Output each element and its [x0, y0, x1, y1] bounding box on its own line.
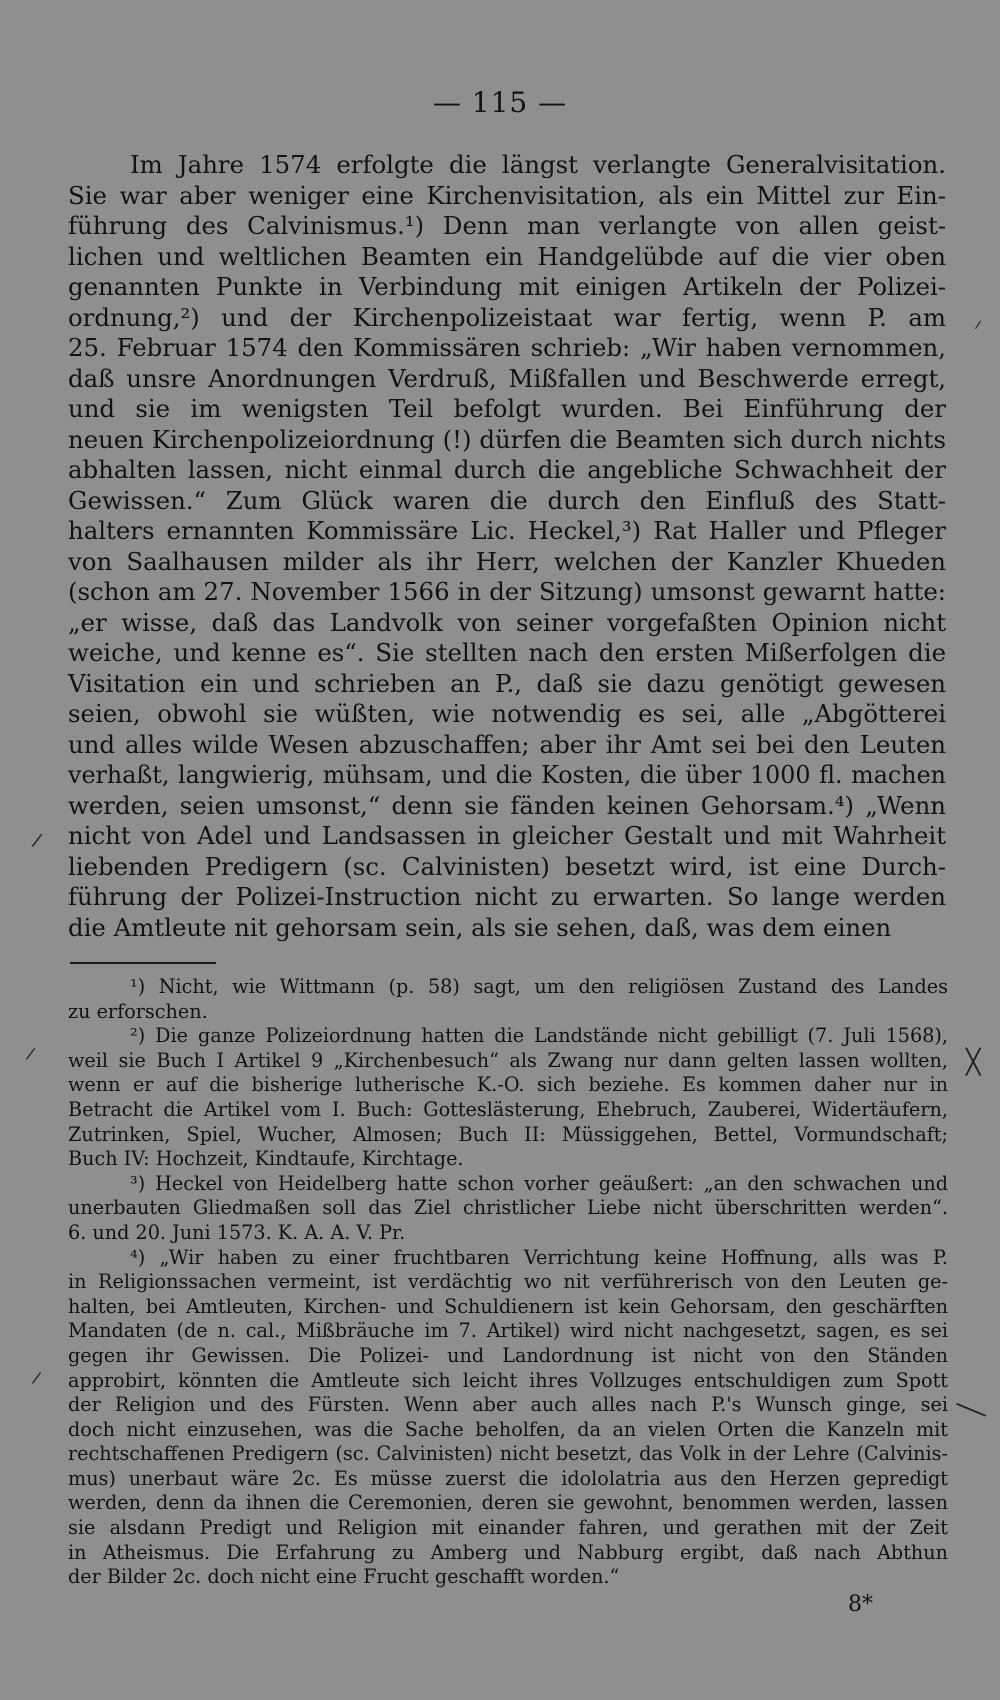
body-line: halters ernannten Kommissäre Lic. Heckel,³) Rat Haller und Pfleger — [68, 516, 946, 545]
body-line: neuen Kirchenpolizeiordnung (!) dürfen die Beamten sich durch nichts — [68, 424, 946, 454]
body-line: liebenden Predigern (sc. Calvinisten) besetzt wird, ist eine Durch- — [68, 851, 946, 881]
footnote-line: gegen ihr Gewissen. Die Polizei- und Landordnung ist nicht von den Ständen — [68, 1343, 948, 1367]
footnote-line: rechtschaffenen Predigern (sc. Calvinisten) nicht besetzt, das Volk in der Lehre (Calvinis- — [68, 1442, 948, 1466]
footnote-line: ³) Heckel von Heidelberg hatte schon vorher geäußert: „an den schwachen und — [130, 1171, 948, 1195]
body-line: Visitation ein und schrieben an P., daß sie dazu genötigt gewesen — [68, 668, 946, 698]
page-number: — 115 — — [432, 86, 568, 119]
margin-mark-tick: / — [30, 829, 44, 852]
body-line: verhaßt, langwierig, mühsam, und die Kosten, die über 1000 fl. machen — [68, 761, 946, 789]
body-line: (schon am 27. November 1566 in der Sitzung) umsonst gewarnt hatte: — [68, 577, 946, 606]
footnote-line: doch nicht einzusehen, was die Sache beholfen, da an vielen Orten die Kanzeln mit — [68, 1417, 948, 1441]
margin-mark-slash: ╲ — [956, 1394, 986, 1426]
footnote-line: weil sie Buch I Artikel 9 „Kirchenbesuch“ als Zwang nur dann gelten lassen wollten, — [68, 1048, 948, 1072]
footnote-line: ¹) Nicht, wie Wittmann (p. 58) sagt, um den religiösen Zustand des Landes — [130, 975, 948, 998]
footnote-line: approbirt, könnten die Amtleute sich leicht ihres Vollzuges entschuldigen zum Spott — [68, 1368, 948, 1392]
footnote-line: mus) unerbaut wäre 2c. Es müsse zuerst die idololatria aus den Herzen gepredigt — [68, 1466, 948, 1490]
footnote-line: zu erforschen. — [68, 999, 208, 1023]
footnotes — [68, 975, 948, 1590]
body-line: „er wisse, daß das Landvolk von seiner vorgefaßten Opinion nicht — [68, 607, 946, 637]
body-line: genannten Punkte in Verbindung mit einigen Artikeln der Polizei- — [68, 272, 946, 301]
body-line: 25. Februar 1574 den Kommissären schrieb: „Wir haben vernommen, — [68, 333, 946, 362]
margin-mark-cross: ╳ — [966, 1048, 981, 1076]
margin-mark-tick: / — [24, 1043, 37, 1064]
footnote-line: in Religionssachen vermeint, ist verdächtig wo nit verführerisch von den Leuten ge- — [68, 1270, 948, 1294]
signature-mark: 8* — [848, 1592, 873, 1617]
footnote-line: Buch IV: Hochzeit, Kindtaufe, Kirchtage. — [68, 1147, 464, 1171]
body-line: und sie im wenigsten Teil befolgt wurden. Bei Einführung der — [68, 394, 946, 423]
body-line: daß unsre Anordnungen Verdruß, Mißfallen und Beschwerde erregt, — [68, 363, 946, 393]
body-line: Gewissen.“ Zum Glück waren die durch den Einfluß des Statt- — [68, 485, 946, 515]
body-line: und alles wilde Wesen abzuschaffen; aber ihr Amt sei bei den Leuten — [68, 729, 946, 759]
footnote-line: ⁴) „Wir haben zu einer fruchtbaren Verrichtung keine Hoffnung, alls was P. — [130, 1245, 948, 1269]
body-line: führung des Calvinismus.¹) Denn man verlangte von allen geist- — [68, 211, 946, 240]
footnote-line: 6. und 20. Juni 1573. K. A. A. V. Pr. — [68, 1220, 406, 1244]
footnote-line: Mandaten (de n. cal., Mißbräuche im 7. Artikel) wird nicht nachgesetzt, sagen, es sei — [68, 1319, 948, 1343]
margin-mark-tick: / — [30, 1367, 43, 1388]
footnote-line: ²) Die ganze Polizeiordnung hatten die Landstände nicht gebilligt (7. Juli 1568), — [130, 1024, 948, 1048]
footnote-line: in Atheismus. Die Erfahrung zu Amberg und Nabburg ergibt, daß nach Abthun — [68, 1540, 948, 1564]
body-line: Im Jahre 1574 erfolgte die längst verlangte Generalvisitation. — [130, 150, 946, 179]
footnote-line: werden, denn da ihnen die Ceremonien, deren sie gewohnt, benommen werden, lassen — [68, 1491, 948, 1515]
footnote-line: halten, bei Amtleuten, Kirchen- und Schuldienern ist kein Gehorsam, den geschärften — [68, 1294, 948, 1318]
body-line: von Saalhausen milder als ihr Herr, welchen der Kanzler Khueden — [68, 546, 946, 576]
body-line: seien, obwohl sie wüßten, wie notwendig es sei, alle „Abgötterei — [68, 699, 946, 728]
body-line: die Amtleute nit gehorsam sein, als sie sehen, daß, was dem einen — [68, 912, 892, 942]
footnote-line: Zutrinken, Spiel, Wucher, Almosen; Buch II: Müssiggehen, Bettel, Vormundschaft; — [68, 1122, 948, 1146]
body-line: ordnung,²) und der Kirchenpolizeistaat war fertig, wenn P. am — [68, 302, 946, 332]
footnote-line: wenn er auf die bisherige lutherische K.-O. sich beziehe. Es kommen daher nur in — [68, 1073, 948, 1097]
footnote-line: der Bilder 2c. doch nicht eine Frucht geschafft worden.“ — [68, 1565, 620, 1589]
footnote-line: unerbauten Gliedmaßen soll das Ziel christlicher Liebe nicht überschritten werden“. — [68, 1196, 948, 1220]
body-line: lichen und weltlichen Beamten ein Handgelübde auf die vier oben — [68, 241, 946, 271]
footnote-line: der Religion und des Fürsten. Wenn aber auch alles nach P.'s Wunsch ginge, sei — [68, 1393, 948, 1417]
body-line: abhalten lassen, nicht einmal durch die angebliche Schwachheit der — [68, 455, 946, 484]
footnote-line: Betracht die Artikel vom I. Buch: Gotteslästerung, Ehebruch, Zauberei, Widertäufern, — [68, 1097, 948, 1121]
body-line: weiche, und kenne es“. Sie stellten nach den ersten Mißerfolgen die — [68, 638, 946, 667]
body-line: führung der Polizei-Instruction nicht zu erwarten. So lange werden — [68, 882, 946, 911]
body-line: nicht von Adel und Landsassen in gleicher Gestalt und mit Wahrheit — [68, 821, 946, 850]
body-line: Sie war aber weniger eine Kirchenvisitation, als ein Mittel zur Ein- — [68, 180, 946, 210]
body-text — [68, 150, 946, 943]
footnote-line: sie alsdann Predigt und Religion mit einander fahren, und gerathen mit der Zeit — [68, 1516, 948, 1540]
footnote-divider — [70, 962, 216, 964]
body-line: werden, seien umsonst,“ denn sie fänden keinen Gehorsam.⁴) „Wenn — [68, 790, 946, 820]
margin-mark-dash: ⸝ — [969, 307, 985, 333]
